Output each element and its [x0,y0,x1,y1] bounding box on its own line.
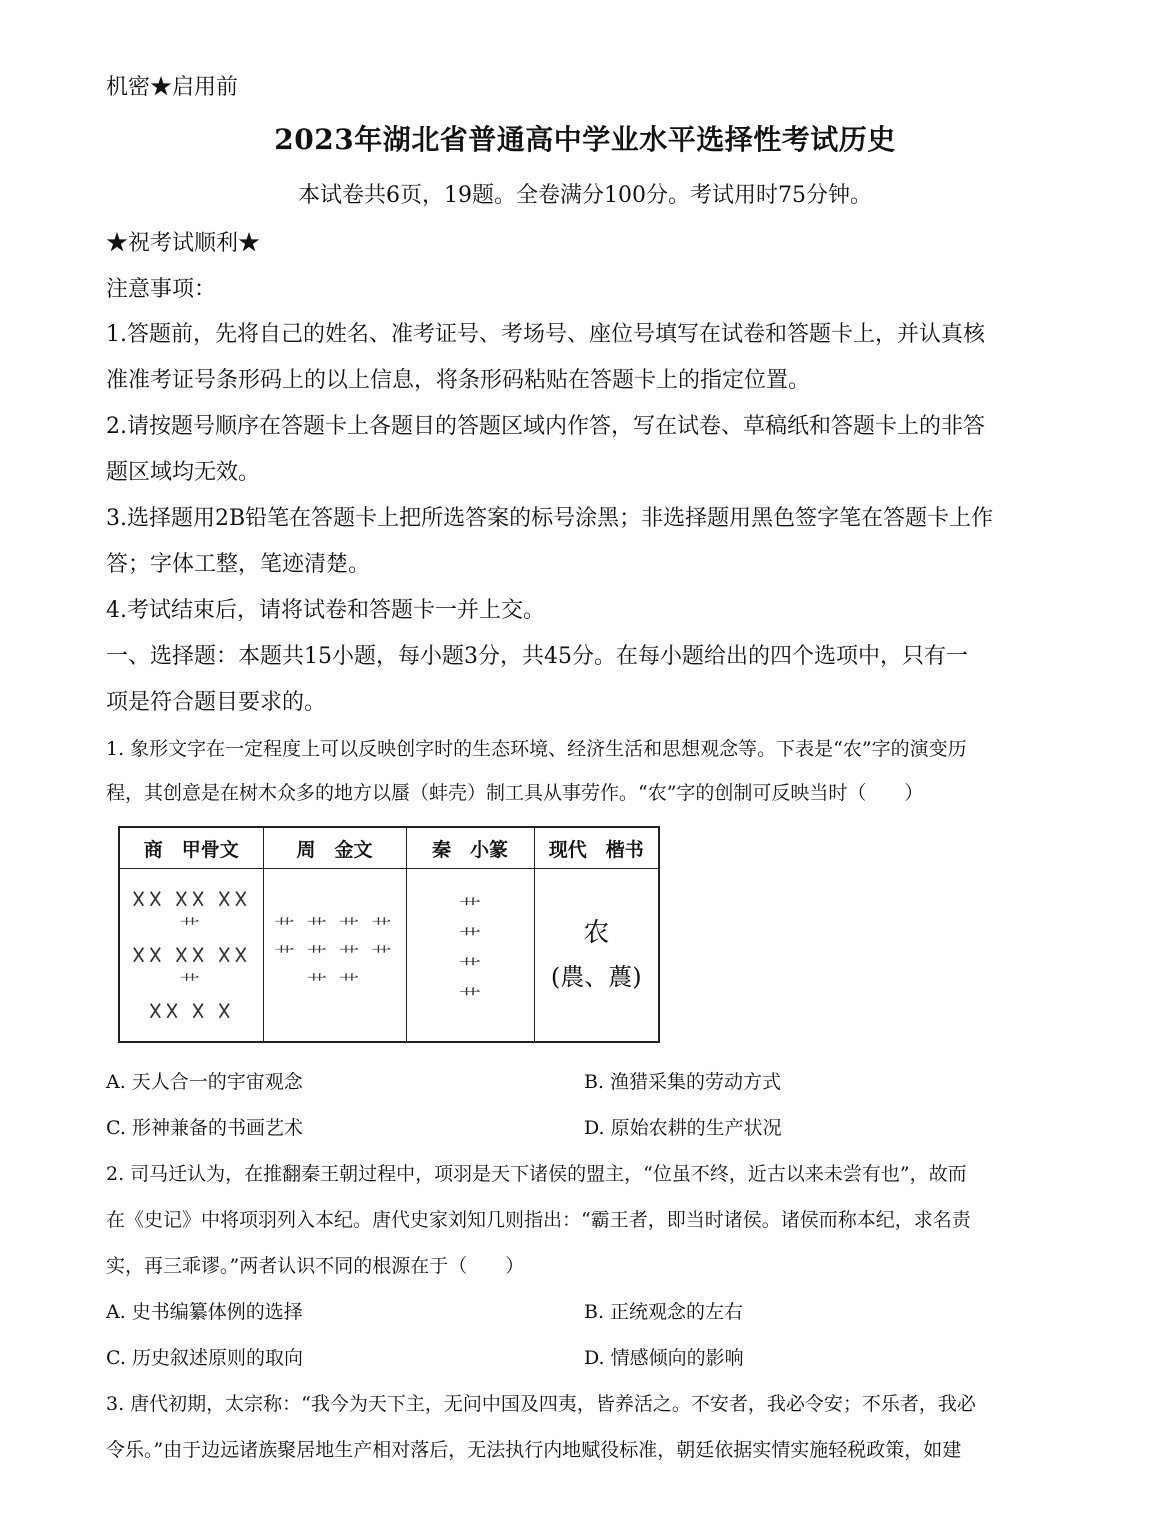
table-header: 秦 小篆 [406,827,534,869]
modern-variants: (農、蕽) [550,963,642,991]
question-2-stem-cont: 实，再三乖谬。”两者认识不同的根源在于（ ） [106,1255,525,1277]
note-line: 准准考证号条形码上的以上信息，将条形码粘贴在答题卡上的指定位置。 [106,368,811,393]
exam-title: 2023年湖北省普通高中学业水平选择性考试历史 [274,123,896,156]
q1-option-b: B. 渔猎采集的劳动方式 [584,1071,782,1093]
small-seal-glyphs-cell [406,869,534,1043]
good-luck-line: ★祝考试顺利★ [106,231,261,256]
note-line: 1.答题前，先将自己的姓名、准考证号、考场号、座位号填写在试卷和答题卡上，并认真核 [106,322,985,347]
question-3-stem: 3. 唐代初期，太宗称：“我今为天下主，无问中国及四夷，皆养活之。不安者，我必令安；不乐者，我必 [106,1393,976,1415]
table-header: 周 金文 [263,827,406,869]
q1-option-a: A. 天人合一的宇宙观念 [106,1071,303,1093]
note-line: 答；字体工整，笔迹清楚。 [106,552,371,577]
character-evolution-table [118,826,660,1043]
notes-heading: 注意事项： [106,277,217,302]
bronze-glyphs-image: ⺾ ⺾ ⺾ ⺾ ⺾ ⺾ ⺾ ⺾ ⺾ ⺾ [274,915,395,995]
section-heading: 一、选择题：本题共15小题，每小题3分，共45分。在每小题给出的四个选项中，只有一 [106,644,968,669]
oracle-bone-glyphs-image: 𐌗𐌗 𐌗𐌗 𐌗𐌗 ⺾ 𐌗𐌗 𐌗𐌗 𐌗𐌗 ⺾ 𐌗𐌗 𐌗 𐌗 [131,887,251,1023]
note-line: 题区域均无效。 [106,460,261,485]
note-line: 4.考试结束后，请将试卷和答题卡一并上交。 [106,598,545,623]
question-2-stem-cont: 在《史记》中将项羽列入本纪。唐代史家刘知几则指出：“霸王者，即当时诸侯。诸侯而称本纪，求名责 [106,1209,971,1231]
q2-option-c: C. 历史叙述原则的取向 [106,1347,303,1369]
section-heading-cont: 项是符合题目要求的。 [106,690,327,715]
confidential-mark: 机密★启用前 [106,75,239,100]
q2-option-d: D. 情感倾向的影响 [584,1347,744,1369]
modern-character: 农 [583,918,610,948]
table-header: 商 甲骨文 [119,827,263,869]
oracle-bone-glyphs-cell [119,869,263,1043]
note-line: 3.选择题用2B铅笔在答题卡上把所选答案的标号涂黑；非选择题用黑色签字笔在答题卡上作 [106,506,994,531]
q2-option-a: A. 史书编纂体例的选择 [106,1301,303,1323]
question-1-stem-cont: 程，其创意是在树木众多的地方以蜃（蚌壳）制工具从事劳作。“农”字的创制可反映当时（ ） [106,782,924,804]
question-3-stem-cont: 令乐。”由于边远诸族聚居地生产相对落后，无法执行内地赋役标准，朝廷依据实情实施轻税政策，如建 [106,1439,962,1461]
question-1-stem: 1. 象形文字在一定程度上可以反映创字时的生态环境、经济生活和思想观念等。下表是“农”字的演变历 [106,738,967,760]
q2-option-b: B. 正统观念的左右 [584,1301,744,1323]
regular-script-cell [534,869,659,1043]
exam-subtitle: 本试卷共6页，19题。全卷满分100分。考试用时75分钟。 [298,183,872,208]
note-line: 2.请按题号顺序在答题卡上各题目的答题区域内作答，写在试卷、草稿纸和答题卡上的非答 [106,414,985,439]
q1-option-c: C. 形神兼备的书画艺术 [106,1117,303,1139]
small-seal-glyphs-image: ⺾ ⺾ ⺾ ⺾ [458,897,481,1012]
table-header: 现代 楷书 [534,827,659,869]
question-2-stem: 2. 司马迁认为，在推翻秦王朝过程中，项羽是天下诸侯的盟主，“位虽不终，近古以来未尝有也”，故而 [106,1163,967,1185]
q1-option-d: D. 原始农耕的生产状况 [584,1117,782,1139]
bronze-glyphs-cell [263,869,406,1043]
